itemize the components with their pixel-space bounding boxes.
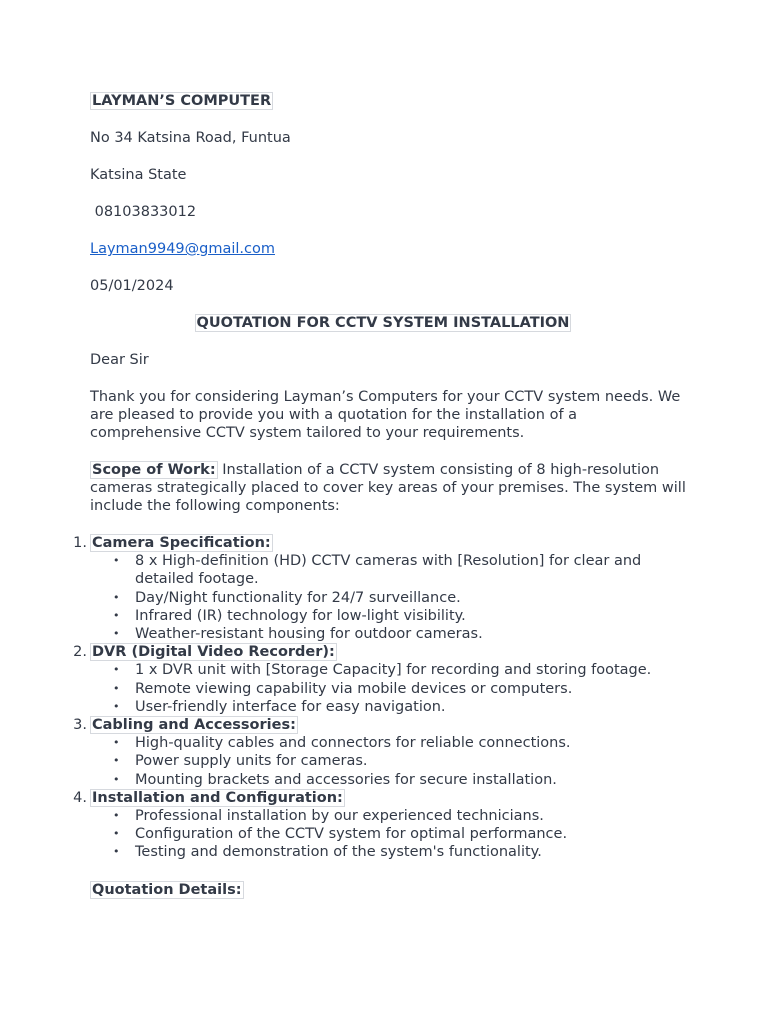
section-items bbox=[90, 734, 690, 789]
list-item: • Weather-resistant housing for outdoor cameras. bbox=[135, 625, 690, 643]
list-item: • Professional installation by our experienced technicians. bbox=[135, 807, 690, 825]
section-items bbox=[90, 807, 690, 862]
letter-date: 05/01/2024 bbox=[90, 278, 174, 294]
section-dvr bbox=[73, 643, 690, 716]
list-item: • Configuration of the CCTV system for optimal performance. bbox=[135, 825, 690, 843]
salutation: Dear Sir bbox=[90, 352, 149, 368]
quotation-details-heading: Quotation Details: bbox=[92, 881, 242, 898]
section-installation bbox=[73, 789, 690, 862]
section-heading: Camera Specification: bbox=[92, 535, 271, 551]
letter-body bbox=[73, 92, 690, 899]
component-sections bbox=[73, 534, 690, 862]
section-heading: Cabling and Accessories: bbox=[92, 717, 296, 734]
intro-paragraph: Thank you for considering Layman’s Computers for your CCTV system needs. We are pleased to provide you with a quotation for the installation of a comprehensive CCTV system tailored to your requirements. bbox=[90, 389, 681, 441]
section-number: 3. bbox=[73, 717, 87, 734]
list-item: • Testing and demonstration of the system's functionality. bbox=[135, 843, 690, 861]
section-heading: Installation and Configuration: bbox=[92, 789, 343, 806]
section-number: 4. bbox=[73, 789, 87, 806]
scope-paragraph bbox=[90, 461, 690, 515]
spacer bbox=[90, 862, 690, 881]
email-link[interactable]: Layman9949@gmail.com bbox=[90, 241, 275, 257]
section-items bbox=[90, 552, 690, 643]
section-cabling bbox=[73, 716, 690, 789]
list-item: • Mounting brackets and accessories for secure installation. bbox=[135, 771, 690, 789]
address-line-1: No 34 Katsina Road, Funtua bbox=[90, 130, 291, 146]
list-item: • 8 x High-definition (HD) CCTV cameras with [Resolution] for clear and detailed footage. bbox=[135, 552, 690, 588]
list-item: • User-friendly interface for easy navigation. bbox=[135, 698, 690, 716]
list-item: • High-quality cables and connectors for reliable connections. bbox=[135, 734, 690, 752]
company-name: LAYMAN’S COMPUTER bbox=[92, 93, 272, 109]
phone-number: 08103833012 bbox=[90, 204, 197, 220]
list-item: • Day/Night functionality for 24/7 surveillance. bbox=[135, 589, 690, 607]
document-title: QUOTATION FOR CCTV SYSTEM INSTALLATION bbox=[196, 315, 570, 331]
section-heading: DVR (Digital Video Recorder): bbox=[92, 644, 335, 661]
list-item: • Infrared (IR) technology for low-light visibility. bbox=[135, 607, 690, 625]
scope-label: Scope of Work: bbox=[92, 462, 216, 478]
section-number: 2. bbox=[73, 644, 87, 661]
scope-text: Installation of a CCTV system consisting of 8 high-resolution cameras strategically placed to cover key areas of your premises. The system will include the following components: bbox=[90, 462, 686, 514]
section-items bbox=[90, 661, 690, 716]
address-line-2: Katsina State bbox=[90, 167, 187, 183]
list-item: • 1 x DVR unit with [Storage Capacity] for recording and storing footage. bbox=[135, 661, 690, 679]
section-number: 1. bbox=[73, 535, 87, 551]
list-item: • Power supply units for cameras. bbox=[135, 752, 690, 770]
list-item: • Remote viewing capability via mobile devices or computers. bbox=[135, 680, 690, 698]
section-camera bbox=[73, 534, 690, 643]
